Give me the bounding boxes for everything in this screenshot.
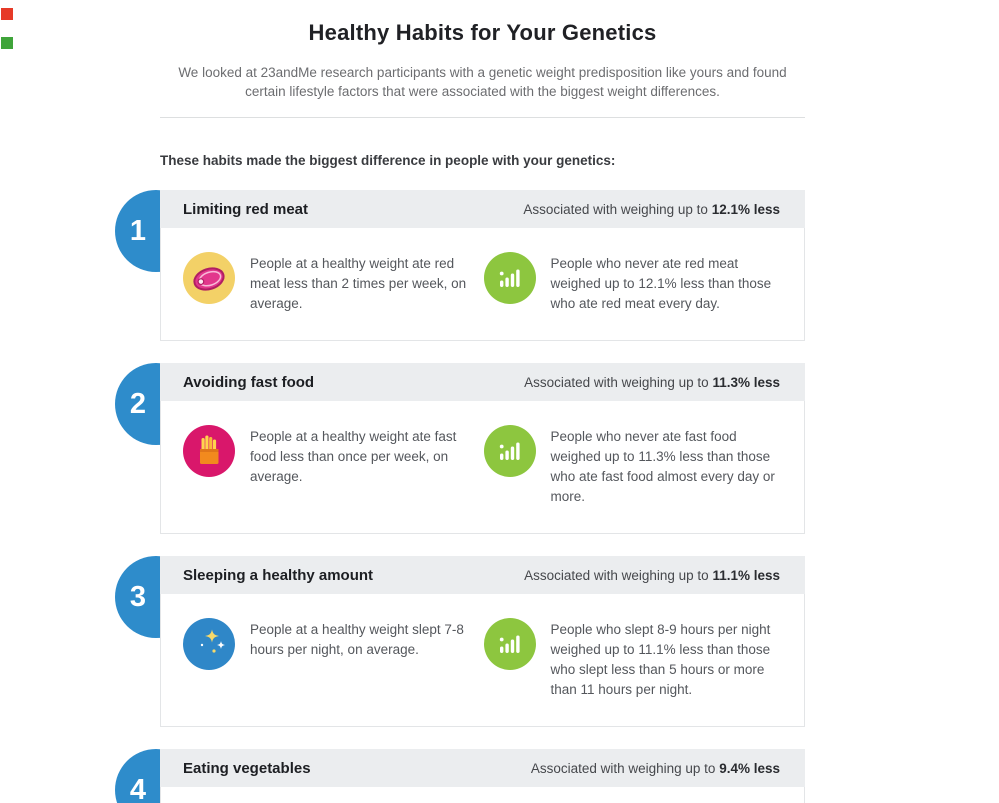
weight-difference-column xyxy=(484,425,785,507)
steak-icon xyxy=(183,252,235,304)
habit-card-sleeping-healthy-amount xyxy=(129,556,805,727)
healthy-weight-text: People at a healthy weight slept 7-8 hours per night, on average. xyxy=(250,622,464,657)
rank-number: 4 xyxy=(129,773,147,803)
intro-line: These habits made the biggest difference in people with your genetics: xyxy=(160,153,616,168)
weight-difference-text: People who never ate fast food weighed up to 11.3% less than those who ate fast food almost every day or more. xyxy=(550,429,775,504)
card-body xyxy=(160,228,805,341)
card-header xyxy=(160,190,805,228)
habit-title: Avoiding fast food xyxy=(183,373,315,391)
healthy-weight-column xyxy=(183,252,484,314)
healthy-weight-column xyxy=(183,425,484,507)
association-text: Associated with weighing up to 11.3% less xyxy=(524,374,780,390)
habit-title: Limiting red meat xyxy=(183,200,309,218)
night-sky-icon xyxy=(183,618,235,670)
weight-difference-column xyxy=(484,618,785,700)
bar-chart-icon xyxy=(484,618,536,670)
report-content xyxy=(129,0,805,803)
habit-title: Sleeping a healthy amount xyxy=(183,566,374,584)
red-marker-square xyxy=(1,8,13,20)
weight-difference-column xyxy=(484,252,785,314)
habit-card-eating-vegetables xyxy=(129,749,805,803)
association-text: Associated with weighing up to 9.4% less xyxy=(530,760,780,776)
card-header xyxy=(160,749,805,787)
habit-card-limiting-red-meat xyxy=(129,190,805,341)
habit-card-avoiding-fast-food xyxy=(129,363,805,534)
healthy-weight-text: People at a healthy weight ate red meat less than 2 times per week, on average. xyxy=(250,256,467,311)
fries-icon xyxy=(183,425,235,477)
weight-difference-text: People who never ate red meat weighed up to 12.1% less than those who ate red meat every day. xyxy=(550,256,772,311)
rank-number: 3 xyxy=(129,580,147,613)
bar-chart-icon xyxy=(484,425,536,477)
rank-number: 2 xyxy=(129,387,147,420)
card-header xyxy=(160,363,805,401)
green-marker-square xyxy=(1,37,13,49)
association-text: Associated with weighing up to 12.1% less xyxy=(523,201,780,217)
healthy-weight-text: People at a healthy weight ate fast food less than once per week, on average. xyxy=(250,429,457,484)
habit-title: Eating vegetables xyxy=(183,759,311,777)
association-value: 9.4% less xyxy=(719,760,780,776)
association-value: 11.3% less xyxy=(712,374,780,390)
page-subtitle: We looked at 23andMe research participants with a genetic weight predisposition like yours and found certain lifestyle factors that were associated with the biggest weight differences. xyxy=(178,65,787,99)
association-text: Associated with weighing up to 11.1% less xyxy=(524,567,780,583)
divider xyxy=(160,117,805,118)
card-body xyxy=(160,401,805,534)
association-value: 12.1% less xyxy=(711,201,780,217)
card-body xyxy=(160,594,805,727)
card-header xyxy=(160,556,805,594)
bar-chart-icon xyxy=(484,252,536,304)
healthy-weight-column xyxy=(183,618,484,700)
weight-difference-text: People who slept 8-9 hours per night weighed up to 11.1% less than those who slept less than 5 hours or more than 11 hours per night. xyxy=(550,622,771,697)
page-title: Healthy Habits for Your Genetics xyxy=(308,20,657,45)
card-body xyxy=(160,787,805,803)
rank-number: 1 xyxy=(129,214,147,247)
association-value: 11.1% less xyxy=(712,567,780,583)
